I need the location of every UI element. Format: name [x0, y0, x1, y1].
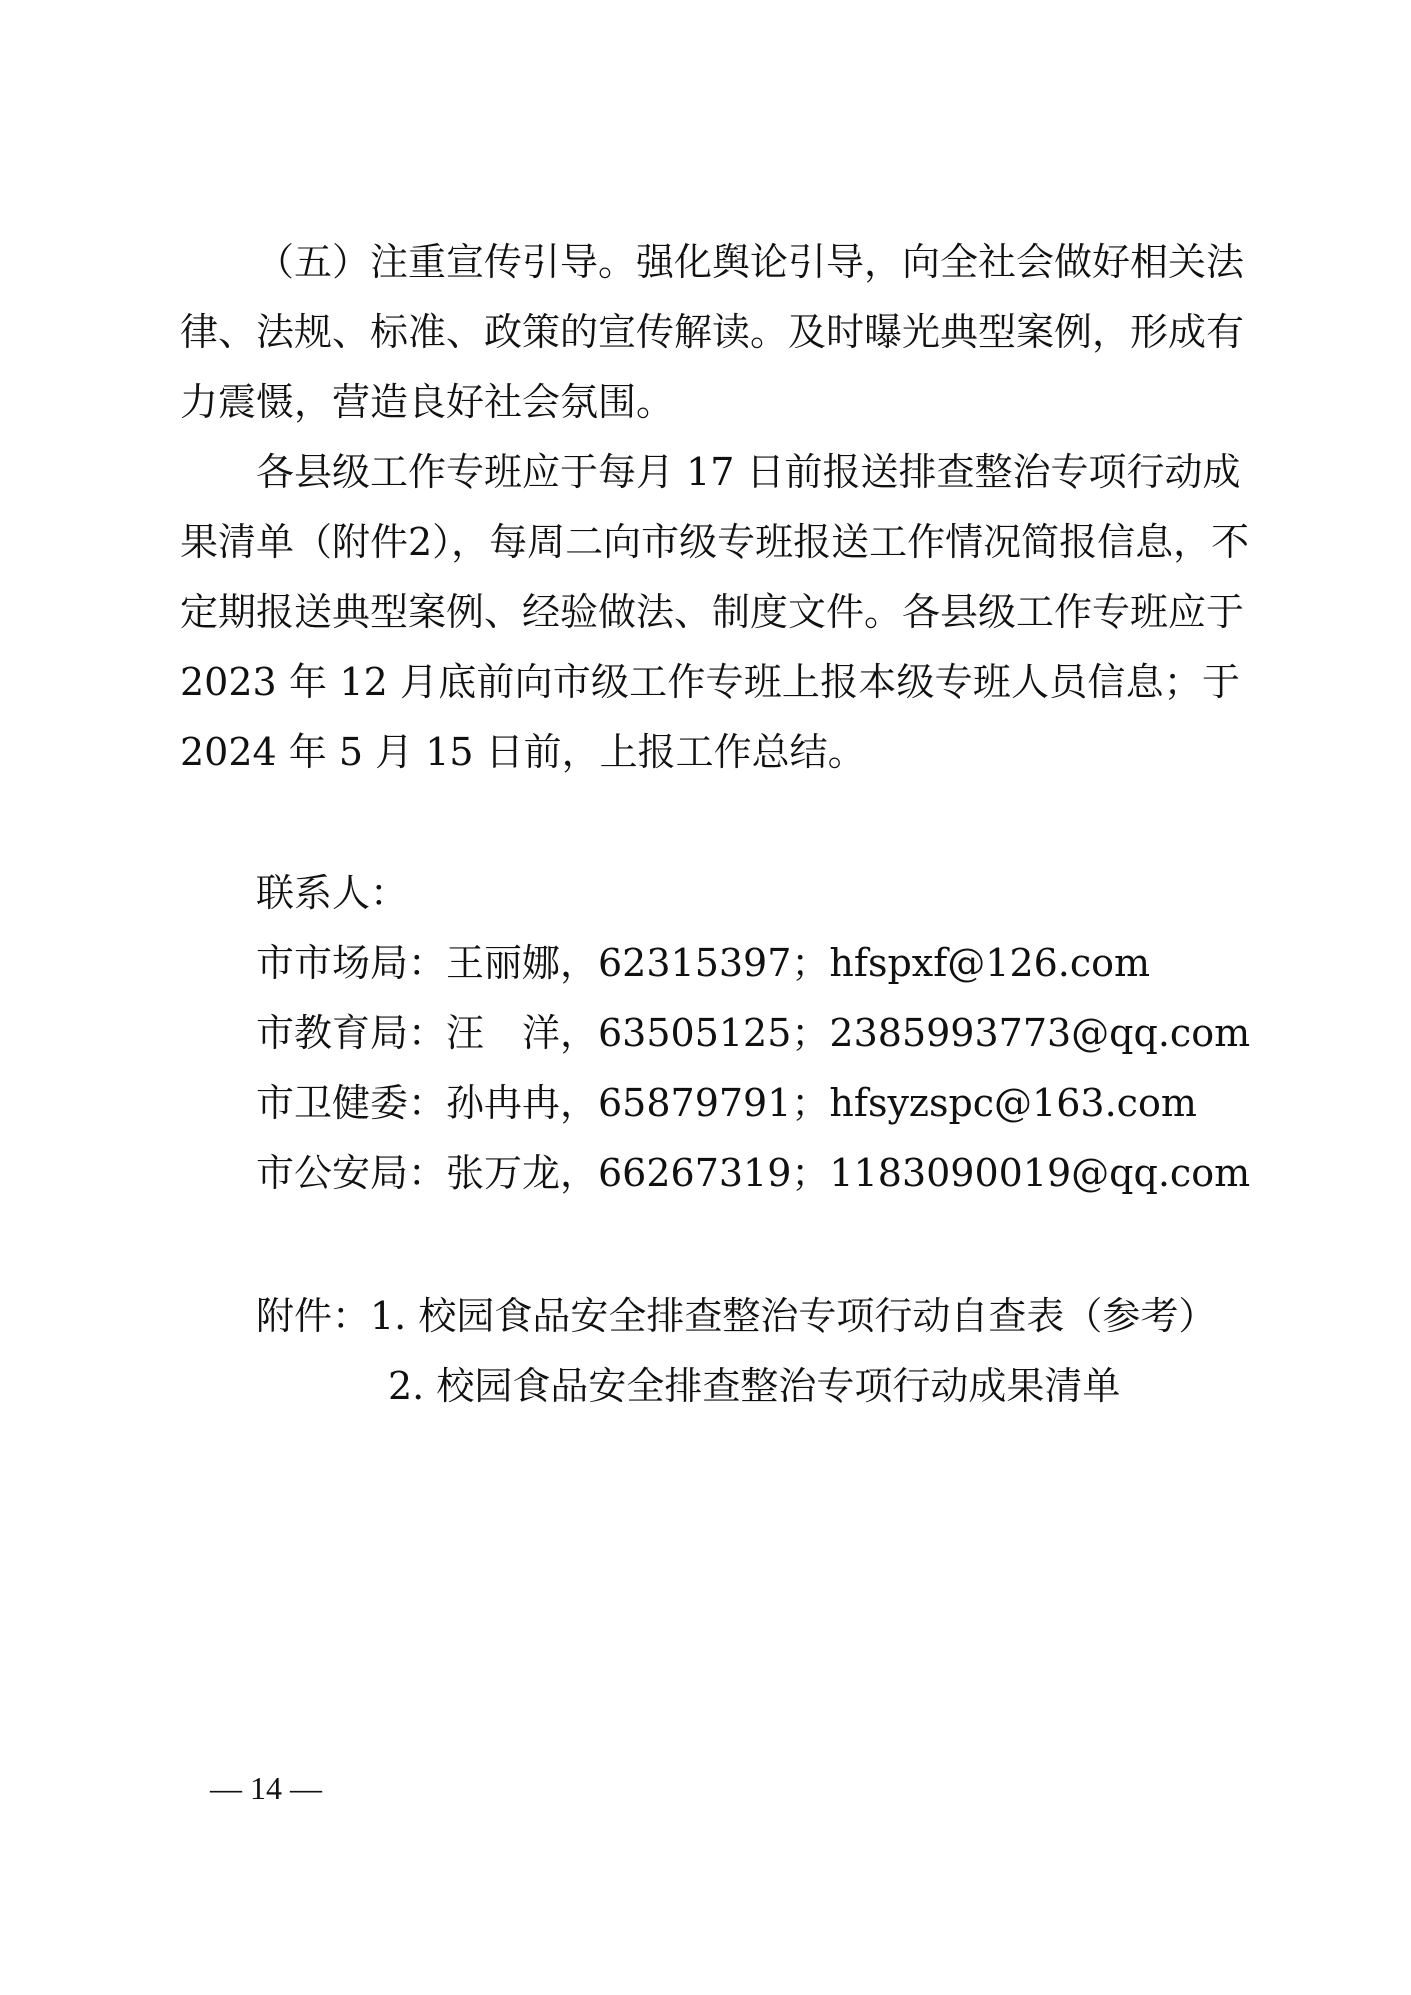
- contact-entry-education: 市教育局：汪 洋，63505125；2385993773@qq.com: [256, 1011, 1251, 1055]
- reporting-line-4: 2023 年 12 月底前向市级工作专班上报本级专班人员信息；于: [180, 660, 1240, 704]
- contact-entry-police: 市公安局：张万龙，66267319；1183090019@qq.com: [256, 1151, 1251, 1195]
- attachment-line-2: 2. 校园食品安全排查整治专项行动成果清单: [388, 1364, 1121, 1408]
- reporting-line-2: 果清单（附件2），每周二向市级专班报送工作情况简报信息，不: [180, 520, 1250, 564]
- reporting-line-5: 2024 年 5 月 15 日前，上报工作总结。: [180, 730, 866, 774]
- section5-line-1: （五）注重宣传引导。强化舆论引导，向全社会做好相关法: [256, 240, 1245, 284]
- section5-line-3: 力震慑，营造良好社会氛围。: [180, 380, 675, 424]
- reporting-line-3: 定期报送典型案例、经验做法、制度文件。各县级工作专班应于: [180, 590, 1245, 634]
- contact-entry-health: 市卫健委：孙冉冉，65879791；hfsyzspc@163.com: [256, 1081, 1197, 1125]
- reporting-line-1: 各县级工作专班应于每月 17 日前报送排查整治专项行动成: [256, 450, 1241, 494]
- page-number: — 14 —: [210, 1770, 322, 1806]
- contact-entry-market: 市市场局：王丽娜，62315397；hfspxf@126.com: [256, 941, 1151, 985]
- contacts-heading: 联系人：: [256, 871, 409, 915]
- section5-line-2: 律、法规、标准、政策的宣传解读。及时曝光典型案例，形成有: [180, 310, 1245, 354]
- attachment-line-1: 附件：1. 校园食品安全排查整治专项行动自查表（参考）: [256, 1294, 1217, 1338]
